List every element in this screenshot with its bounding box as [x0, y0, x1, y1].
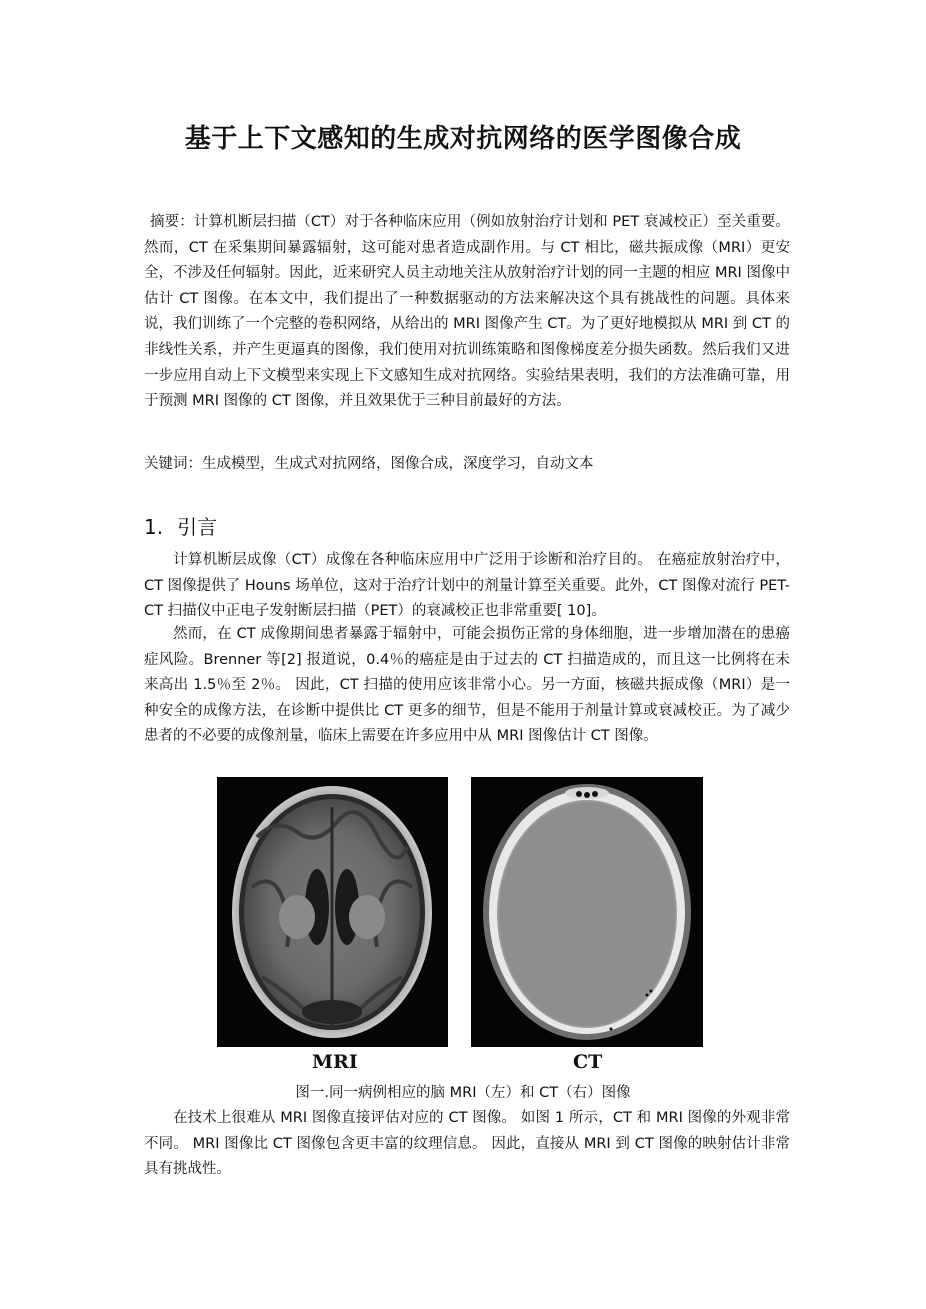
abstract [144, 210, 790, 415]
section-title: 引言 [177, 515, 218, 539]
paragraph-3: 在技术上很难从 MRI 图像直接评估对应的 CT 图像。 如图 1 所示，CT 和 MRI 图像的外观非常不同。 MRI 图像比 CT 图像包含更丰富的纹理信息。 因此，直接从 MRI 到 CT 图像的映射估计非常具有挑战性。 [144, 1110, 790, 1178]
section-number: 1. [144, 515, 164, 539]
mri-label: MRI [312, 1051, 358, 1073]
ct-brain-image [471, 777, 703, 1047]
figure-caption: 图一.同一病例相应的脑 MRI（左）和 CT（右）图像 [295, 1085, 631, 1101]
mri-brain-image [217, 777, 448, 1047]
keywords: 关键词：生成模型，生成式对抗网络，图像合成，深度学习，自动文本 [144, 456, 594, 472]
ct-label: CT [573, 1051, 603, 1073]
section-heading [144, 511, 217, 540]
paragraph-1: 计算机断层成像（CT）成像在各种临床应用中广泛用于诊断和治疗目的。 在癌症放射治疗中，CT 图像提供了 Houns 场单位，这对于治疗计划中的剂量计算至关重要。此外，CT 图像对流行 PET-CT 扫描仪中正电子发射断层扫描（PET）的衰减校正也非常重要[ 10]。 [144, 552, 790, 620]
paper-title: 基于上下文感知的生成对抗网络的医学图像合成 [184, 124, 742, 154]
paragraph-2: 然而，在 CT 成像期间患者暴露于辐射中，可能会损伤正常的身体细胞，进一步增加潜在的患癌症风险。Brenner 等[2] 报道说，0.4％的癌症是由于过去的 CT 扫描造成的，而且这一比例将在未来高出 1.5％至 2％。 因此，CT 扫描的使用应该非常小心。另一方面，核磁共振成像（MRI）是一种安全的成像方法，在诊断中提供比 CT 更多的细节，但是不能用于剂量计算或衰减校正。为了减少患者的不必要的成像剂量，临床上需要在许多应用中从 MRI 图像估计 CT 图像。 [144, 626, 790, 745]
figure-1 [217, 777, 703, 1077]
abstract-text: 摘要：计算机断层扫描（CT）对于各种临床应用（例如放射治疗计划和 PET 衰减校正）至关重要。然而，CT 在采集期间暴露辐射，这可能对患者造成副作用。与 CT 相比，磁共振成像（MRI）更安全，不涉及任何辐射。因此，近来研究人员主动地关注从放射治疗计划的同一主题的相应 MRI 图像中估计 CT 图像。在本文中，我们提出了一种数据驱动的方法来解决这个具有挑战性的问题。具体来说，我们训练了一个完整的卷积网络，从给出的 MRI 图像产生 CT。为了更好地模拟从 MRI 到 CT 的非线性关系，并产生更逼真的图像，我们使用对抗训练策略和图像梯度差分损失函数。然后我们又进一步应用自动上下文模型来实现上下文感知生成对抗网络。实验结果表明，我们的方法准确可靠，用于预测 MRI 图像的 CT 图像，并且效果优于三种目前最好的方法。 [144, 214, 790, 410]
